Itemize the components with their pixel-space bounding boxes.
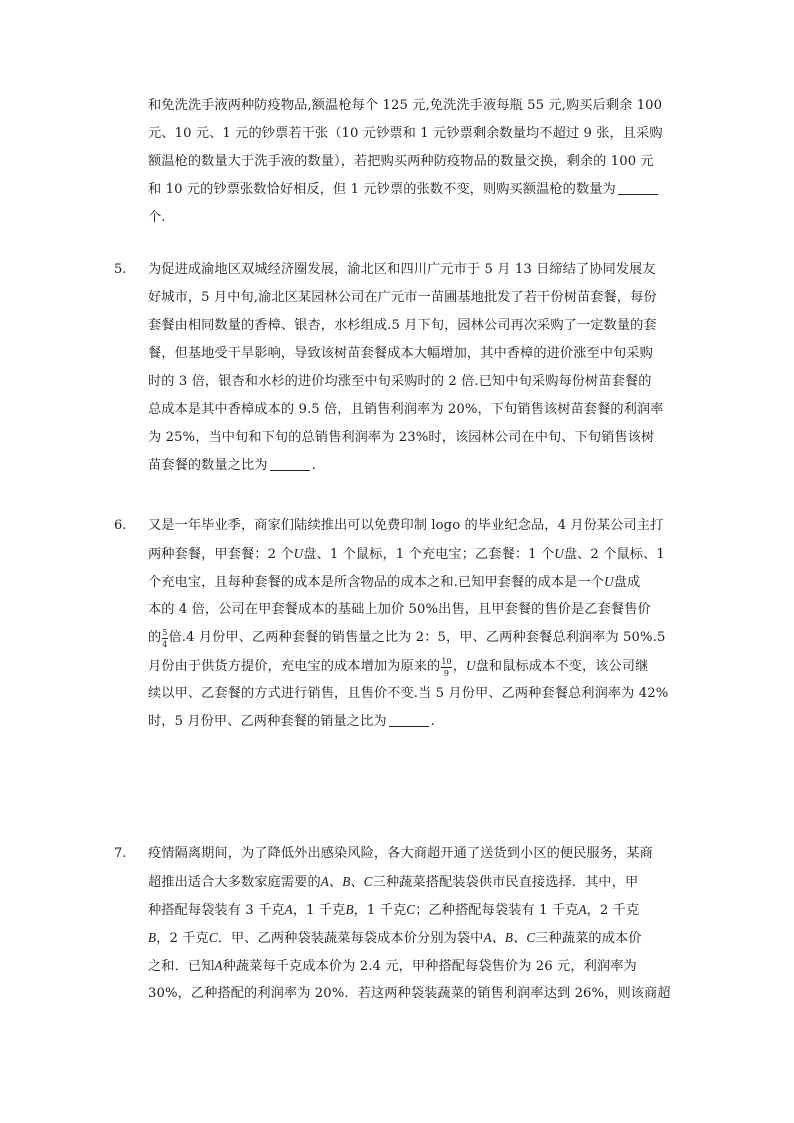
fraction-numerator: 10 — [441, 657, 452, 666]
text-segment: 种蔬菜每千克成本价为 2.4 元，甲种搭配每袋售价为 26 元，利润率为 — [222, 959, 637, 974]
text-line — [148, 568, 640, 596]
text-line — [148, 868, 638, 896]
text-segment: 倍.4 月份甲、乙两种套餐的销售量之比为 2：5，甲、乙两种套餐总利润率为 50%.5 — [168, 630, 666, 645]
fraction-denominator: 4 — [162, 640, 168, 649]
text-segment: 盘成 — [613, 575, 641, 590]
text-line — [148, 624, 665, 652]
math-variable: A — [214, 958, 223, 973]
text-segment: 盘、1 个鼠标，1 个充电宝；乙套餐：1 个 — [303, 547, 555, 562]
text-segment: 苗套餐的数量之比为 — [148, 458, 268, 473]
fraction-bar — [162, 638, 167, 639]
math-variable: B — [148, 930, 157, 945]
fraction-denominator: 9 — [443, 669, 450, 678]
text-segment: 个充电宝，且每种套餐的成本是所含物品的成本之和.已知甲套餐的成本是一个 — [148, 575, 605, 590]
text-line: 好城市，5 月中旬,渝北区某园林公司在广元市一苗圃基地批发了若干份树苗套餐，每份 — [148, 290, 657, 305]
text-line: 30%，乙种搭配的利润率为 20%．若这两种袋装蔬菜的销售利润率达到 26%，则该商超 — [148, 986, 671, 1001]
text-line — [148, 896, 639, 924]
text-segment: 盘、2 个鼠标、1 — [563, 547, 665, 562]
text-line: 又是一年毕业季，商家们陆续推出可以免费印制 logo 的毕业纪念品，4 月份某公司主打 — [148, 518, 664, 533]
answer-blank — [618, 180, 658, 195]
text-line — [148, 708, 435, 736]
text-line — [148, 540, 665, 568]
text-segment: . — [311, 458, 316, 473]
math-variable: A、B、C — [320, 874, 373, 889]
math-variable: A — [578, 902, 587, 917]
text-segment: 时，5 月份甲、乙两种套餐的销量之比为 — [148, 714, 387, 729]
text-segment: ，2 千克 — [156, 931, 209, 946]
text-line: 套餐由相同数量的香樟、银杏，水杉组成.5 月下旬，园林公司再次采购了一定数量的套 — [148, 318, 657, 333]
text-segment: 之和．已知 — [148, 959, 215, 974]
question-number: 5. — [114, 262, 127, 277]
text-line — [148, 452, 316, 480]
answer-blank — [270, 456, 310, 471]
text-segment: ， — [452, 659, 467, 674]
text-line: 为 25%，当中旬和下旬的总销售利润率为 23%时，该园林公司在中旬、下旬销售该树 — [148, 430, 655, 445]
text-segment: 三种蔬菜的成本价 — [535, 931, 642, 946]
math-variable: A — [284, 902, 293, 917]
text-segment: ，2 千克 — [586, 903, 640, 918]
text-segment: . — [430, 714, 435, 729]
text-line: 餐，但基地受干旱影响，导致该树苗套餐成本大幅增加，其中香樟的进价涨至中旬采购 — [148, 346, 653, 361]
text-line: 疫情隔离期间，为了降低外出感染风险，各大商超开通了送货到小区的便民服务，某商 — [148, 846, 653, 861]
math-variable: U — [466, 658, 476, 673]
text-segment: 两种套餐，甲套餐：2 个 — [148, 547, 294, 562]
math-variable: B — [345, 902, 354, 917]
text-segment: 超推出适合大多数家庭需要的 — [148, 875, 321, 890]
text-line: 总成本是其中香樟成本的 9.5 倍，且销售利润率为 20%，下旬销售该树苗套餐的利润率 — [148, 402, 664, 417]
math-variable: A、B、C — [483, 930, 536, 945]
text-segment: 月份由于供货方提价，充电宝的成本增加为原来的 — [148, 659, 441, 674]
math-variable: U — [293, 546, 304, 561]
text-segment: ．甲、乙两种袋装蔬菜每袋成本价分别为袋中 — [217, 931, 484, 946]
question-number: 6. — [114, 518, 127, 533]
text-line — [148, 176, 660, 204]
math-variable: U — [604, 574, 614, 589]
text-segment: 的 — [148, 630, 162, 645]
math-variable: C — [406, 902, 416, 917]
fraction-numerator: 5 — [162, 628, 168, 637]
fraction — [441, 657, 451, 678]
math-variable: U — [554, 546, 564, 561]
fraction — [162, 628, 167, 649]
text-segment: ；乙种搭配每袋装有 1 千克 — [415, 903, 579, 918]
text-segment: 和 10 元的钞票张数恰好相反，但 1 元钞票的张数不变，则购买额温枪的数量为 — [148, 182, 616, 197]
text-line: 额温枪的数量大于洗手液的数量），若把购买两种防疫物品的数量交换，剩余的 100 元 — [148, 154, 654, 169]
math-variable: C — [208, 930, 218, 945]
question-number: 7. — [114, 846, 127, 861]
text-segment: ，1 千克 — [292, 903, 346, 918]
text-line — [148, 924, 642, 952]
text-line — [148, 952, 637, 980]
text-line — [148, 652, 648, 680]
fraction-bar — [441, 667, 451, 668]
text-segment: 种搭配每袋装有 3 千克 — [148, 903, 285, 918]
text-line: 续以甲、乙套餐的方式进行销售，且售价不变.当 5 月份甲、乙两种套餐总利润率为 42% — [148, 686, 669, 701]
text-line: 元、10 元、1 元的钞票若干张（10 元钞票和 1 元钞票剩余数量均不超过 9 张，且采购 — [148, 126, 663, 141]
answer-blank — [389, 712, 429, 727]
text-segment: 盘和鼠标成本不变，该公司继 — [475, 659, 649, 674]
text-line: 和免洗洗手液两种防疫物品,额温枪每个 125 元,免洗洗手液每瓶 55 元,购买后剩余 100 — [148, 98, 663, 113]
text-segment: ，1 千克 — [353, 903, 407, 918]
text-line: 为促进成渝地区双城经济圈发展，渝北区和四川广元市于 5 月 13 日缔结了协同发展友 — [148, 262, 656, 277]
text-line: 个. — [148, 210, 166, 225]
text-segment: 三种蔬菜搭配装袋供市民直接选择．其中，甲 — [372, 875, 639, 890]
text-line: 本的 4 倍，公司在甲套餐成本的基础上加价 50%出售，且甲套餐的售价是乙套餐售价 — [148, 602, 651, 617]
text-line: 时的 3 倍，银杏和水杉的进价均涨至中旬采购时的 2 倍.已知中旬采购每份树苗套餐的 — [148, 374, 652, 389]
